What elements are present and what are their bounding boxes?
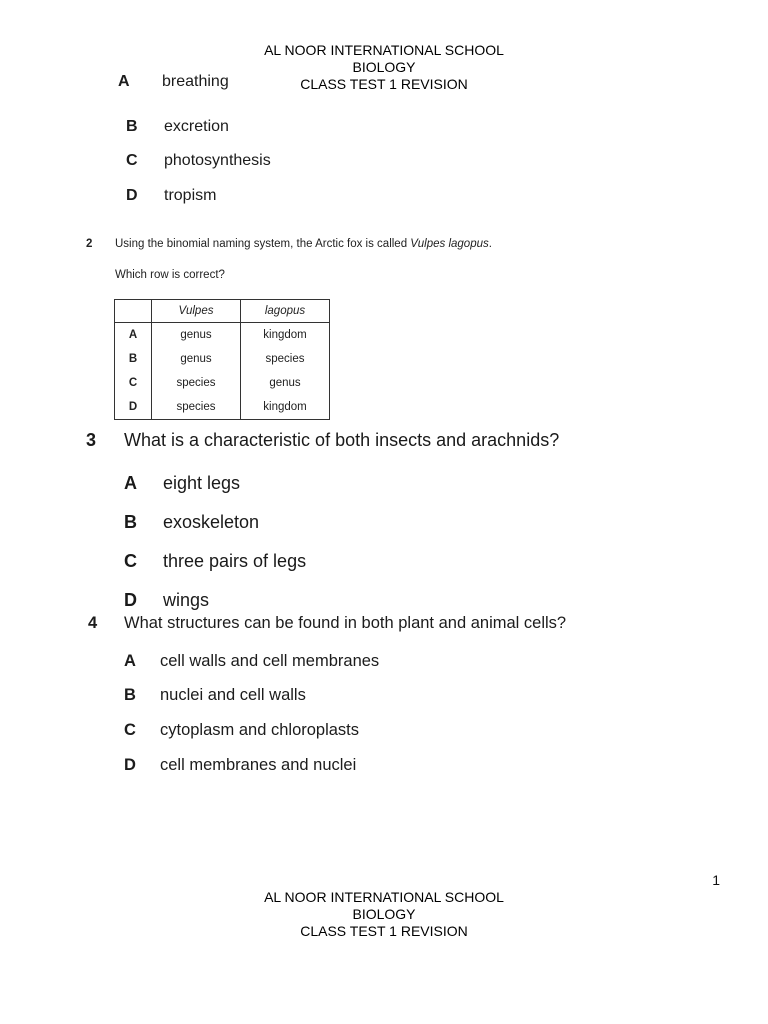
option-letter: A <box>124 473 137 493</box>
option-text: photosynthesis <box>164 152 271 169</box>
table-cell: species <box>241 347 330 371</box>
option-letter: D <box>124 756 136 774</box>
table-row <box>115 371 330 395</box>
question-number: 2 <box>86 238 93 250</box>
table-row <box>115 395 330 420</box>
option-text: breathing <box>162 73 229 90</box>
question-stem: What structures can be found in both plant and animal cells? <box>124 614 567 632</box>
table-row <box>115 323 330 348</box>
q4-option-c <box>124 721 359 740</box>
answer-table <box>114 299 330 420</box>
option-text: nuclei and cell walls <box>160 686 306 704</box>
table-cell: D <box>115 395 152 420</box>
cut-off-option-a <box>118 73 278 94</box>
option-letter: A <box>118 73 130 90</box>
q3-option-c <box>124 551 306 572</box>
table-cell: species <box>152 371 241 395</box>
table-header-cell <box>115 300 152 323</box>
q3-option-d <box>124 590 209 611</box>
option-text: cell membranes and nuclei <box>160 756 357 774</box>
table-cell: kingdom <box>241 395 330 420</box>
question-2-prompt: Which row is correct? <box>115 269 225 281</box>
q1-option-b <box>126 118 229 136</box>
option-text: excretion <box>164 118 229 135</box>
q3-option-a <box>124 473 240 494</box>
option-letter: A <box>124 652 136 670</box>
table-row <box>115 347 330 371</box>
question-number: 4 <box>88 614 98 632</box>
table-cell: C <box>115 371 152 395</box>
option-text: cell walls and cell membranes <box>160 652 380 670</box>
stem-end: . <box>488 238 492 250</box>
table-cell: genus <box>241 371 330 395</box>
table-cell: species <box>152 395 241 420</box>
option-letter: B <box>124 686 136 704</box>
school-name: AL NOOR INTERNATIONAL SCHOOL <box>264 889 504 905</box>
option-letter: B <box>126 118 138 135</box>
q4-option-b <box>124 686 306 705</box>
option-text: three pairs of legs <box>163 551 307 571</box>
option-text: tropism <box>164 187 217 204</box>
option-letter: C <box>124 551 137 571</box>
subject-name: BIOLOGY <box>352 906 416 922</box>
table-header-cell: Vulpes <box>152 300 241 323</box>
table-cell: genus <box>152 323 241 348</box>
option-letter: D <box>126 187 138 204</box>
option-text: eight legs <box>163 473 241 493</box>
question-stem: What is a characteristic of both insects and arachnids? <box>124 430 560 450</box>
question-2 <box>86 238 492 250</box>
table-header-row <box>115 300 330 323</box>
question-stem: Using the binomial naming system, the Arctic fox is called <box>115 238 411 250</box>
option-letter: C <box>124 721 136 739</box>
question-number: 3 <box>86 430 97 450</box>
option-text: cytoplasm and chloroplasts <box>160 721 360 739</box>
subject-name: BIOLOGY <box>352 59 416 75</box>
q3-option-b <box>124 512 259 533</box>
test-title: CLASS TEST 1 REVISION <box>300 923 468 939</box>
page-header <box>0 42 768 93</box>
page-number: 1 <box>712 872 720 888</box>
q4-option-d <box>124 756 356 775</box>
option-letter: B <box>124 512 137 532</box>
species-name: Vulpes lagopus <box>410 238 489 250</box>
q1-option-d <box>126 187 216 205</box>
school-name: AL NOOR INTERNATIONAL SCHOOL <box>264 42 504 58</box>
option-letter: D <box>124 590 137 610</box>
question-3 <box>86 430 559 451</box>
next-page-header <box>0 889 768 940</box>
table-cell: genus <box>152 347 241 371</box>
table-header-cell: lagopus <box>241 300 330 323</box>
option-text: wings <box>163 590 210 610</box>
q4-option-a <box>124 652 379 671</box>
option-letter: C <box>126 152 138 169</box>
option-text: exoskeleton <box>163 512 260 532</box>
table-cell: kingdom <box>241 323 330 348</box>
q1-option-c <box>126 152 271 170</box>
test-title: CLASS TEST 1 REVISION <box>300 76 468 92</box>
table-cell: A <box>115 323 152 348</box>
table-cell: B <box>115 347 152 371</box>
question-4 <box>88 614 566 633</box>
